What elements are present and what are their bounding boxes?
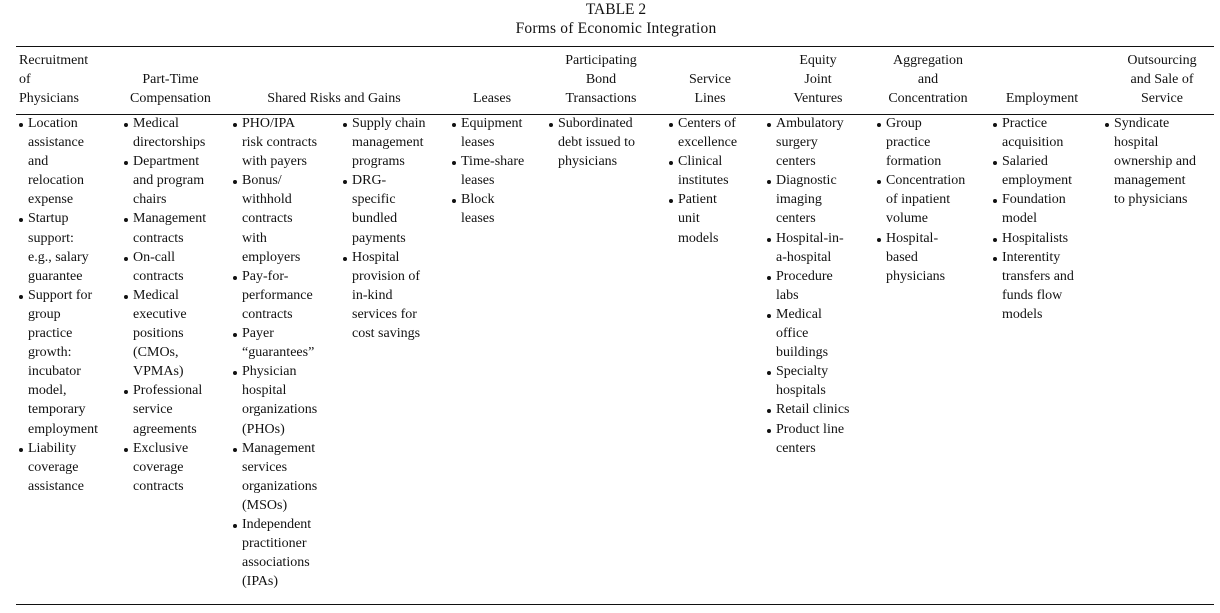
- header-recruitment-of-physicians: [19, 51, 88, 108]
- list-item-line: with payers: [242, 154, 307, 170]
- list-item-line: organizations: [242, 478, 318, 494]
- list-item: [124, 248, 206, 286]
- list-item: [767, 171, 849, 228]
- list-item: [233, 267, 317, 324]
- list-item: [233, 324, 317, 362]
- bullet-icon: [993, 238, 997, 242]
- list-item-line: leases: [461, 173, 495, 189]
- list-item: [993, 152, 1074, 190]
- list-item-line: models: [1002, 306, 1043, 322]
- list-item: [124, 381, 206, 438]
- header-line: Leases: [472, 90, 512, 106]
- list-item: [993, 190, 1074, 228]
- list-item: [343, 114, 426, 171]
- list-item-line: contracts: [242, 306, 293, 322]
- list-item-line: Group: [886, 116, 922, 131]
- bullet-icon: [19, 218, 23, 222]
- list-item: [343, 171, 426, 247]
- list-item-line: expense: [28, 192, 74, 208]
- column-employment: [993, 114, 1074, 324]
- list-item-line: Clinical: [678, 154, 723, 170]
- header-line: Outsourcing: [1127, 52, 1197, 68]
- list-item-line: “guarantees”: [242, 345, 315, 361]
- list-item-line: practice: [886, 135, 931, 151]
- list-item: [767, 267, 849, 305]
- header-line: Service: [1141, 90, 1183, 106]
- bullet-icon: [19, 123, 23, 127]
- list-item: [669, 114, 737, 152]
- list-item-line: leases: [461, 135, 495, 151]
- list-item-line: Specialty: [776, 364, 829, 380]
- list-item-line: model: [1002, 211, 1037, 227]
- list-item-line: VPMAs): [133, 364, 184, 380]
- bullet-icon: [124, 295, 128, 299]
- list-item: [233, 439, 317, 515]
- list-item-line: Management: [242, 440, 316, 456]
- list-item-line: support:: [28, 230, 74, 246]
- header-line: Compensation: [130, 90, 211, 106]
- list-item: [549, 114, 635, 171]
- list-item-line: leases: [461, 211, 495, 227]
- bullet-icon: [877, 180, 881, 184]
- list-item-line: based: [886, 249, 918, 265]
- header-line: Bond: [585, 71, 617, 87]
- list-item-line: guarantee: [28, 268, 83, 284]
- list-item-line: contracts: [242, 211, 293, 227]
- header-line: Transactions: [565, 90, 637, 106]
- list-item-line: management: [1114, 173, 1186, 189]
- bullet-icon: [993, 161, 997, 165]
- list-item-line: Block: [461, 192, 495, 208]
- bullet-icon: [767, 429, 771, 433]
- list-item: [233, 171, 317, 266]
- list-item-line: Department: [133, 154, 200, 170]
- header-line: Concentration: [888, 90, 968, 106]
- list-item-line: hospitals: [776, 383, 826, 399]
- bullet-icon: [452, 199, 456, 203]
- bullet-icon: [233, 276, 237, 280]
- list-item-line: services for: [352, 306, 417, 322]
- list-item-line: bundled: [352, 211, 398, 227]
- list-item-line: payments: [352, 230, 406, 246]
- list-item-line: withhold: [242, 192, 292, 208]
- bullet-icon: [233, 180, 237, 184]
- header-line: Physicians: [19, 90, 79, 106]
- list-item-line: centers: [776, 154, 816, 170]
- list-item-line: Retail clinics: [776, 402, 850, 418]
- list-item: [452, 114, 524, 152]
- list-item-line: with: [242, 230, 267, 246]
- list-item-line: unit: [678, 211, 700, 227]
- list-item-line: Foundation: [1002, 192, 1066, 208]
- bullet-icon: [124, 123, 128, 127]
- header-line: Lines: [694, 90, 726, 106]
- list-item-line: agreements: [133, 421, 197, 437]
- list-item-line: Practice: [1002, 116, 1048, 131]
- list-item-line: Professional: [133, 383, 203, 399]
- list-item-line: growth:: [28, 345, 72, 361]
- bullet-icon: [767, 409, 771, 413]
- header-line: Employment: [1005, 90, 1079, 106]
- header-line: and Sale of: [1130, 71, 1194, 87]
- list-item-line: office: [776, 326, 809, 342]
- list-item-line: in-kind: [352, 287, 393, 303]
- header-line: Aggregation: [893, 52, 963, 68]
- list-item-line: (IPAs): [242, 574, 279, 590]
- bullet-icon: [124, 257, 128, 261]
- list-item-line: cost savings: [352, 326, 421, 342]
- list-item: [19, 439, 98, 496]
- column-aggregation-and-concentration: [877, 114, 965, 286]
- list-item: [452, 190, 524, 228]
- bullet-icon: [669, 123, 673, 127]
- table-title: Forms of Economic Integration: [515, 20, 717, 37]
- column-leases: [452, 114, 524, 229]
- list-item-line: practitioner: [242, 536, 307, 552]
- bullet-icon: [669, 161, 673, 165]
- column-recruitment-of-physicians: [19, 114, 98, 496]
- header-line: Ventures: [793, 90, 843, 106]
- list-item-line: Syndicate: [1114, 116, 1170, 131]
- bullet-icon: [124, 390, 128, 394]
- column-outsourcing-and-sale-of-service: [1105, 114, 1196, 209]
- list-item: [877, 171, 965, 228]
- list-item-line: formation: [886, 154, 942, 170]
- list-item-line: Equipment: [461, 116, 523, 131]
- list-item: [124, 152, 206, 209]
- top-rule: [16, 46, 1214, 47]
- list-item-line: labs: [776, 287, 799, 303]
- list-item: [124, 209, 206, 247]
- list-item-line: Hospitalists: [1002, 230, 1069, 246]
- list-item-line: provision of: [352, 268, 421, 284]
- list-item-line: relocation: [28, 173, 84, 189]
- list-item-line: centers: [776, 211, 816, 227]
- list-item: [19, 114, 98, 209]
- list-item-line: institutes: [678, 173, 729, 189]
- bullet-icon: [343, 123, 347, 127]
- column-shared-risks-and-gains-left: [233, 114, 317, 591]
- list-item: [124, 286, 206, 381]
- list-item-line: transfers and: [1002, 268, 1074, 284]
- header-line: Equity: [799, 52, 837, 68]
- list-item-line: debt issued to: [558, 135, 635, 151]
- bullet-icon: [343, 257, 347, 261]
- list-item-line: a-hospital: [776, 249, 832, 265]
- header-equity-joint-ventures: [770, 51, 866, 108]
- list-item: [233, 362, 317, 438]
- bullet-icon: [19, 448, 23, 452]
- list-item-line: and: [28, 154, 49, 170]
- list-item-line: chairs: [133, 192, 167, 208]
- list-item-line: and program: [133, 173, 205, 189]
- bullet-icon: [233, 524, 237, 528]
- header-employment: [996, 51, 1088, 108]
- list-item-line: Medical: [133, 287, 179, 303]
- bullet-icon: [452, 123, 456, 127]
- column-equity-joint-ventures: [767, 114, 849, 458]
- list-item-line: contracts: [133, 230, 184, 246]
- list-item-line: Independent: [242, 516, 312, 532]
- list-item-line: funds flow: [1002, 287, 1063, 303]
- list-item-line: (PHOs): [242, 421, 285, 437]
- list-item-line: Hospital-in-: [776, 230, 844, 246]
- list-item-line: centers: [776, 440, 816, 456]
- list-item-line: assistance: [28, 135, 84, 151]
- list-item-line: organizations: [242, 402, 318, 418]
- bullet-icon: [549, 123, 553, 127]
- header-aggregation-and-concentration: [878, 51, 978, 108]
- list-item-line: contracts: [133, 478, 184, 494]
- list-item-line: PHO/IPA: [242, 116, 296, 131]
- list-item-line: Supply chain: [352, 116, 426, 131]
- list-item-line: Location: [28, 116, 78, 131]
- list-item: [233, 515, 317, 591]
- list-item-line: employment: [1002, 173, 1072, 189]
- list-item-line: Liability: [28, 440, 77, 456]
- list-item-line: contracts: [133, 268, 184, 284]
- list-item-line: coverage: [133, 459, 184, 475]
- header-leases: [452, 51, 532, 108]
- list-item-line: Management: [133, 211, 207, 227]
- list-item: [452, 152, 524, 190]
- bullet-icon: [993, 257, 997, 261]
- bullet-icon: [233, 448, 237, 452]
- bullet-icon: [1105, 123, 1109, 127]
- bullet-icon: [19, 295, 23, 299]
- list-item-line: executive: [133, 306, 187, 322]
- list-item-line: employment: [28, 421, 98, 437]
- list-item-line: Procedure: [776, 268, 833, 284]
- list-item: [669, 152, 737, 190]
- list-item-line: buildings: [776, 345, 829, 361]
- list-item-line: model,: [28, 383, 67, 399]
- list-item: [877, 114, 965, 171]
- bullet-icon: [877, 123, 881, 127]
- header-line: Part-Time: [142, 71, 199, 87]
- header-part-time-compensation: [124, 51, 217, 108]
- bullet-icon: [993, 199, 997, 203]
- list-item-line: Ambulatory: [776, 116, 844, 131]
- list-item-line: Medical: [776, 306, 822, 322]
- list-item-line: Subordinated: [558, 116, 633, 131]
- column-participating-bond-transactions: [549, 114, 635, 171]
- list-item: [993, 229, 1074, 248]
- list-item-line: Bonus/: [242, 173, 282, 189]
- list-item: [767, 400, 849, 419]
- header-line: of: [19, 71, 31, 87]
- bullet-icon: [669, 199, 673, 203]
- bullet-icon: [767, 371, 771, 375]
- list-item-line: Time-share: [461, 154, 525, 170]
- bullet-icon: [993, 123, 997, 127]
- header-line: Shared Risks and Gains: [267, 90, 401, 106]
- list-item-line: management: [352, 135, 424, 151]
- list-item-line: performance: [242, 287, 313, 303]
- list-item-line: Physician: [242, 364, 297, 380]
- header-line: Joint: [804, 71, 832, 87]
- list-item-line: services: [242, 459, 288, 475]
- list-item-line: risk contracts: [242, 135, 318, 151]
- list-item: [124, 439, 206, 496]
- header-line: Recruitment: [19, 52, 89, 68]
- list-item-line: to physicians: [1114, 192, 1188, 208]
- list-item-line: directorships: [133, 135, 206, 151]
- list-item-line: acquisition: [1002, 135, 1064, 151]
- list-item-line: Patient: [678, 192, 717, 208]
- list-item-line: (CMOs,: [133, 345, 179, 361]
- list-item-line: coverage: [28, 459, 79, 475]
- bullet-icon: [767, 180, 771, 184]
- list-item-line: (MSOs): [242, 497, 288, 513]
- list-item-line: Medical: [133, 116, 179, 131]
- list-item: [767, 305, 849, 362]
- header-line: Service: [689, 71, 731, 87]
- list-item-line: Centers of: [678, 116, 736, 131]
- list-item-line: associations: [242, 555, 310, 571]
- list-item: [19, 209, 98, 285]
- list-item: [233, 114, 317, 171]
- list-item-line: programs: [352, 154, 405, 170]
- bullet-icon: [124, 448, 128, 452]
- list-item: [767, 362, 849, 400]
- list-item-line: positions: [133, 326, 184, 342]
- list-item-line: excellence: [678, 135, 738, 151]
- list-item-line: surgery: [776, 135, 818, 151]
- table-number: TABLE 2: [585, 1, 647, 18]
- list-item-line: On-call: [133, 249, 175, 265]
- bullet-icon: [233, 333, 237, 337]
- list-item: [1105, 114, 1196, 209]
- column-part-time-compensation: [124, 114, 206, 496]
- list-item: [877, 229, 965, 286]
- bullet-icon: [452, 161, 456, 165]
- list-item-line: Startup: [28, 211, 69, 227]
- list-item-line: Support for: [28, 287, 93, 303]
- bottom-rule: [16, 604, 1214, 605]
- list-item: [124, 114, 206, 152]
- list-item-line: Pay-for-: [242, 268, 289, 284]
- list-item-line: assistance: [28, 478, 84, 494]
- column-shared-risks-and-gains-right: [343, 114, 426, 343]
- list-item-line: employers: [242, 249, 301, 265]
- list-item-line: Hospital-: [886, 230, 939, 246]
- list-item-line: Diagnostic: [776, 173, 837, 189]
- list-item-line: models: [678, 230, 719, 246]
- header-line: Participating: [565, 52, 637, 68]
- header-outsourcing-and-sale-of-service: [1112, 51, 1212, 108]
- header-shared-risks-and-gains: [234, 51, 434, 108]
- list-item-line: e.g., salary: [28, 249, 89, 265]
- list-item-line: Concentration: [886, 173, 966, 189]
- bullet-icon: [233, 123, 237, 127]
- list-item-line: hospital: [1114, 135, 1159, 151]
- list-item-line: Hospital: [352, 249, 400, 265]
- header-line: and: [917, 71, 939, 87]
- list-item: [767, 420, 849, 458]
- list-item-line: practice: [28, 326, 73, 342]
- header-participating-bond-transactions: [550, 51, 652, 108]
- list-item-line: group: [28, 306, 61, 322]
- list-item-line: Interentity: [1002, 249, 1061, 265]
- bullet-icon: [767, 123, 771, 127]
- list-item-line: Salaried: [1002, 154, 1048, 170]
- column-service-lines: [669, 114, 737, 248]
- bullet-icon: [767, 314, 771, 318]
- list-item: [993, 248, 1074, 324]
- header-service-lines: [670, 51, 750, 108]
- bullet-icon: [124, 218, 128, 222]
- list-item: [767, 229, 849, 267]
- list-item-line: volume: [886, 211, 928, 227]
- bullet-icon: [767, 238, 771, 242]
- list-item-line: Exclusive: [133, 440, 189, 456]
- list-item-line: specific: [352, 192, 396, 208]
- list-item-line: of inpatient: [886, 192, 951, 208]
- list-item-line: physicians: [886, 268, 946, 284]
- list-item: [19, 286, 98, 439]
- bullet-icon: [124, 161, 128, 165]
- list-item-line: physicians: [558, 154, 618, 170]
- list-item: [767, 114, 849, 171]
- list-item-line: DRG-: [352, 173, 387, 189]
- list-item: [343, 248, 426, 343]
- list-item-line: incubator: [28, 364, 81, 380]
- list-item-line: imaging: [776, 192, 822, 208]
- bullet-icon: [233, 371, 237, 375]
- list-item-line: hospital: [242, 383, 287, 399]
- list-item-line: ownership and: [1114, 154, 1197, 170]
- bullet-icon: [767, 276, 771, 280]
- list-item: [669, 190, 737, 247]
- bullet-icon: [877, 238, 881, 242]
- bullet-icon: [343, 180, 347, 184]
- list-item: [993, 114, 1074, 152]
- list-item-line: temporary: [28, 402, 86, 418]
- list-item-line: Payer: [242, 326, 274, 342]
- list-item-line: service: [133, 402, 173, 418]
- list-item-line: Product line: [776, 421, 845, 437]
